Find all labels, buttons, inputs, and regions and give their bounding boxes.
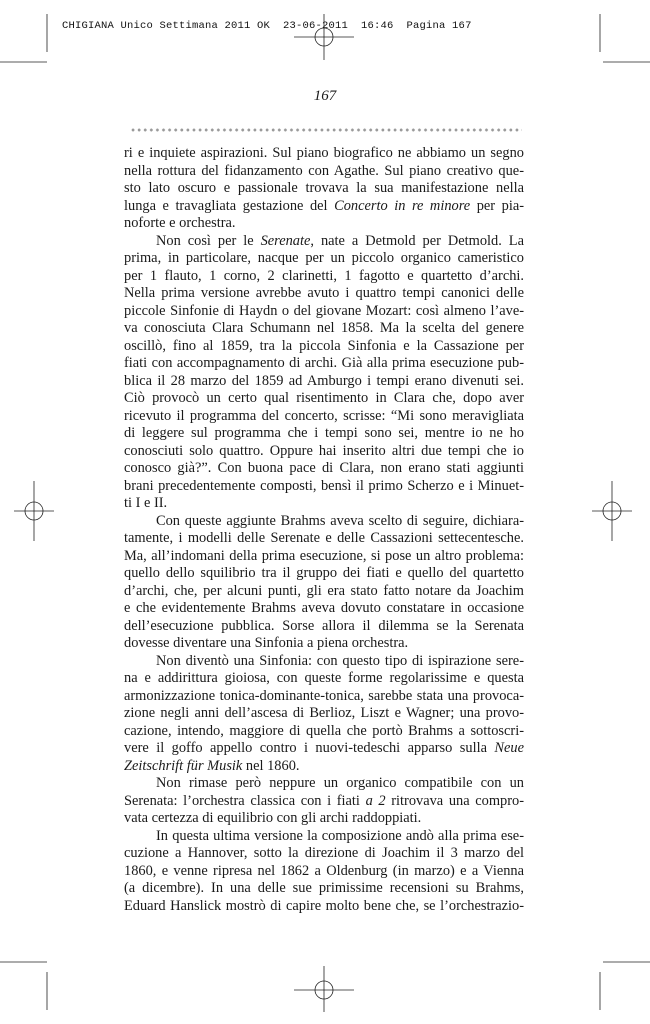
text-line — [124, 495, 524, 513]
text-line — [124, 285, 524, 303]
text-line — [124, 548, 524, 566]
text-run: Non così per le — [156, 232, 261, 249]
text-run: zione negli anni dell’ascesa di Berlioz, Liszt e Wagner; una provo- — [124, 705, 524, 721]
text-line — [124, 810, 524, 828]
text-line — [124, 775, 524, 793]
text-line — [124, 583, 524, 601]
italic-text: Concerto in re minore — [334, 197, 471, 214]
text-line — [124, 600, 524, 618]
text-run: Con queste aggiunte Brahms aveva scelto di seguire, dichiara- — [156, 512, 524, 529]
text-run: noforte e orchestra. — [124, 215, 236, 231]
text-run: d’archi, che, per alcuni punti, gli era stato fatto notare da Joachim — [124, 582, 524, 599]
text-line — [124, 618, 524, 636]
text-line — [124, 845, 524, 863]
text-run: dell’esecuzione pubblica. Sorse allora il dilemma se la Serenata — [124, 617, 524, 634]
registration-mark-left — [14, 481, 54, 541]
text-line — [124, 338, 524, 356]
text-run: fiati con accompagnamento di archi. Già alla prima esecuzione pub- — [124, 355, 524, 371]
text-line — [124, 653, 524, 671]
text-run: quello dello squilibrio tra il gruppo dei fiati e quello del quartetto — [124, 565, 524, 581]
text-line — [124, 408, 524, 426]
text-run: Non rimase però neppure un organico compatibile con un — [156, 775, 524, 791]
text-run: armonizzazione tonica-dominante-tonica, sarebbe stata una provoca- — [124, 687, 524, 704]
italic-text: Serenate — [260, 232, 311, 249]
text-run: Ma, all’indomani della prima esecuzione, si pose un altro problema: — [124, 547, 524, 564]
text-line — [124, 373, 524, 391]
italic-text: a 2 — [365, 792, 386, 809]
text-run: blica il 28 marzo del 1859 ad Amburgo i tempi erano divenuti sei. — [124, 372, 524, 389]
text-run: di leggere sul programma che i tempi sono sei, mentre io ne ho — [124, 425, 524, 441]
text-line — [124, 863, 524, 881]
text-run: conosciuti solo quattro. Oppure hai inserito altri due tempi che io — [124, 442, 524, 459]
text-line — [124, 425, 524, 443]
text-line — [124, 478, 524, 496]
text-run: tamente, i modelli delle Serenate e delle Cassazioni settecentesche. — [124, 530, 524, 546]
text-line — [124, 163, 524, 181]
text-run: vata certezza di equilibrio con gli archi raddoppiati. — [124, 810, 422, 826]
text-run: sto lato oscuro e passionale trovava la sua manifestazione nella — [124, 180, 524, 196]
text-run: Nella prima versione avrebbe avuto i quattro tempi canonici delle — [124, 285, 524, 301]
text-run: brani precedentemente composti, bensì il primo Scherzo e i Minuet- — [124, 477, 524, 494]
text-line — [124, 793, 524, 811]
text-run: (a dicembre). In una delle sue primissime recensioni su Brahms, — [124, 880, 524, 896]
text-line — [124, 513, 524, 531]
text-run: prima, in particolare, nacque per un piccolo organico cameristico — [124, 250, 524, 266]
text-run: Eduard Hanslick mostrò di capire molto bene che, se l’orchestrazio- — [124, 897, 524, 914]
text-run: nella rottura del fidanzamento con Agathe. Sul piano creativo que- — [124, 162, 524, 179]
crop-mark-top-right — [600, 14, 650, 62]
text-line — [124, 443, 524, 461]
text-line — [124, 390, 524, 408]
text-line — [124, 145, 524, 163]
text-line — [124, 215, 524, 233]
text-run: vere il goffo appello contro i nuovi-tedeschi apparso sulla — [124, 740, 495, 756]
text-line — [124, 530, 524, 548]
text-line — [124, 303, 524, 321]
text-line — [124, 758, 524, 776]
text-run: nel 1860. — [242, 757, 300, 774]
text-line — [124, 688, 524, 706]
text-run: e che evidentemente Brahms aveva dovuto constatare in occasione — [124, 600, 524, 616]
text-line — [124, 828, 524, 846]
text-run: Non diventò una Sinfonia: con questo tipo di ispirazione sere- — [156, 652, 524, 669]
text-line — [124, 740, 524, 758]
text-line — [124, 320, 524, 338]
text-run: na e addirittura gioiosa, con queste forme regolarissime e questa — [124, 670, 524, 686]
text-line — [124, 268, 524, 286]
text-line — [124, 355, 524, 373]
text-line — [124, 705, 524, 723]
print-slug: CHIGIANA Unico Settimana 2011 OK 23-06-2011 16:46 Pagina 167 — [62, 20, 472, 32]
dotted-rule — [130, 127, 522, 133]
registration-mark-bottom — [294, 966, 354, 1012]
page-number: 167 — [313, 88, 337, 104]
text-run: ricevuto il programma del concerto, scrisse: “Mi sono meravigliata — [124, 407, 524, 424]
text-run: Serenata: l’orchestra classica con i fiati — [124, 792, 366, 809]
text-run: ritrovava una compro- — [385, 792, 524, 809]
text-line — [124, 233, 524, 251]
text-line — [124, 180, 524, 198]
text-run: piccole Sinfonie di Haydn o del giovane Mozart: così almeno l’ave- — [124, 302, 524, 319]
text-line — [124, 723, 524, 741]
registration-mark-right — [592, 481, 632, 541]
text-line — [124, 250, 524, 268]
text-line — [124, 635, 524, 653]
text-line — [124, 898, 524, 916]
italic-text: Neue — [494, 740, 524, 756]
text-run: cazione, intendo, maggiore di quella che portò Brahms a sottoscri- — [124, 722, 524, 739]
text-run: per pia- — [470, 197, 524, 214]
text-line — [124, 880, 524, 898]
text-run: va conosciuta Clara Schumann nel 1858. Ma la scelta del genere — [124, 320, 524, 336]
text-run: 1860, e venne ripresa nel 1862 a Oldenburg (in marzo) e a Vienna — [124, 862, 524, 879]
text-run: cuzione a Hannover, sotto la direzione di Joachim il 3 marzo del — [124, 845, 524, 861]
text-run: , nate a Detmold per Detmold. La — [310, 232, 524, 249]
text-line — [124, 565, 524, 583]
body-text — [124, 145, 524, 915]
crop-mark-bottom-right — [600, 962, 650, 1010]
registration-mark-top — [294, 14, 354, 60]
text-line — [124, 460, 524, 478]
text-line — [124, 670, 524, 688]
crop-mark-bottom-left — [0, 962, 47, 1010]
italic-text: Zeitschrift für Musik — [124, 757, 243, 774]
text-run: conosco già?”. Con buona pace di Clara, non erano stati aggiunti — [124, 460, 524, 476]
text-run: In questa ultima versione la composizione andò alla prima ese- — [156, 827, 524, 844]
text-run: oscillò, fino al 1859, tra la piccola Sinfonia e la Cassazione per — [124, 337, 524, 354]
text-run: dovesse diventare una Sinfonia a piena orchestra. — [124, 635, 409, 651]
text-run: Ciò provocò un certo qual risentimento in Clara che, dopo aver — [124, 390, 524, 406]
text-run: lunga e travagliata gestazione del — [124, 197, 335, 214]
text-run: ri e inquiete aspirazioni. Sul piano biografico ne abbiamo un segno — [124, 145, 524, 161]
text-line — [124, 198, 524, 216]
text-run: per 1 flauto, 1 corno, 2 clarinetti, 1 fagotto e quartetto d’archi. — [124, 267, 524, 284]
text-run: ti I e II. — [124, 495, 168, 511]
crop-mark-top-left — [0, 14, 47, 62]
